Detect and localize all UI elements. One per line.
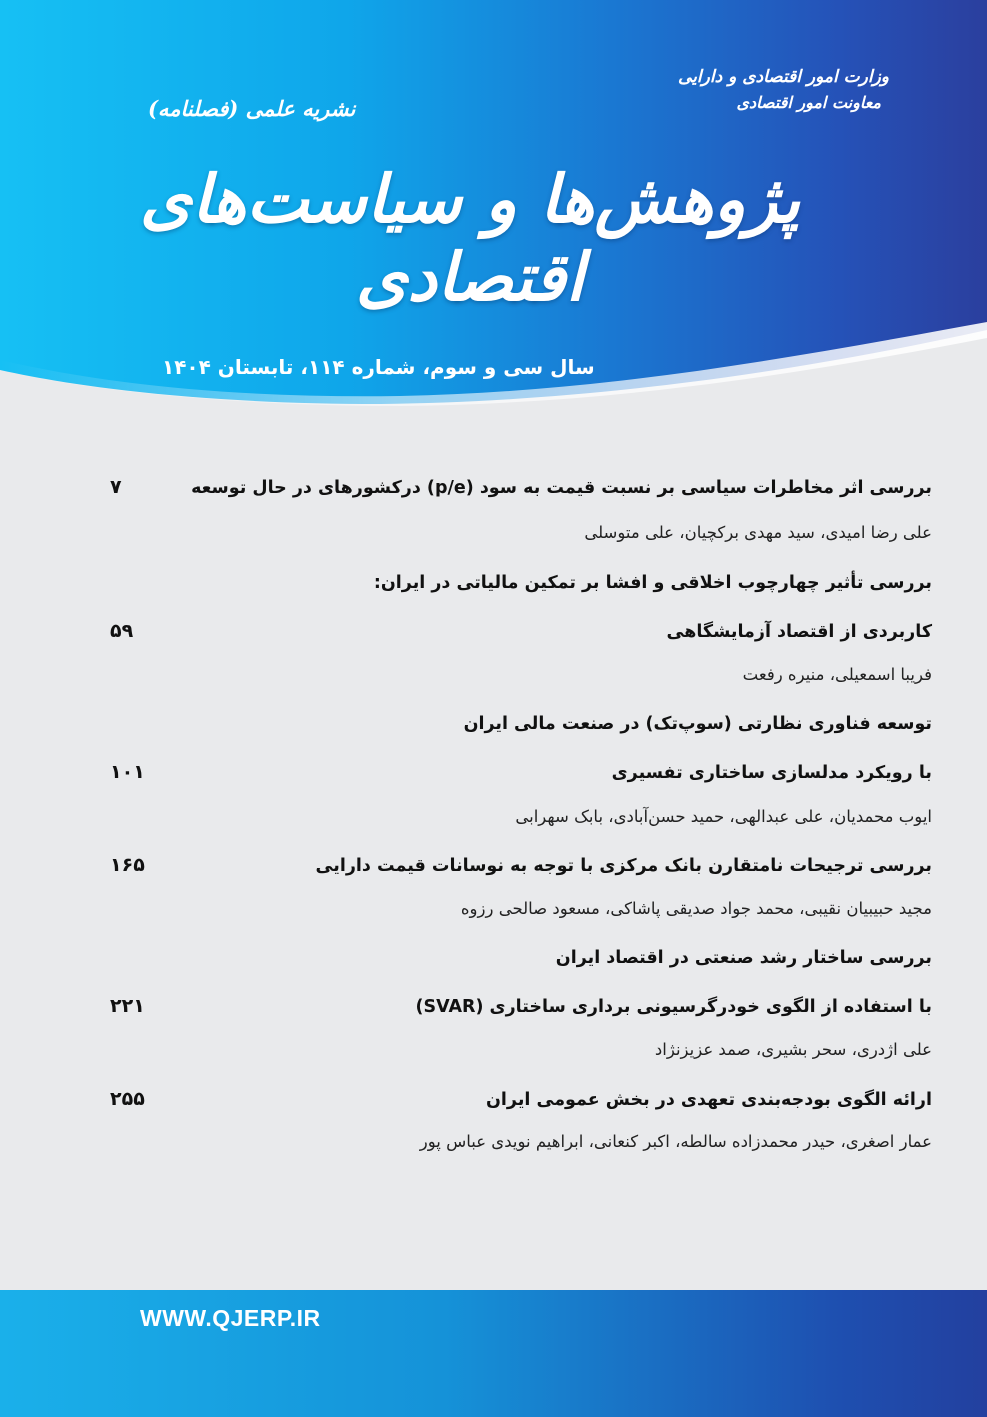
journal-website-link[interactable]: WWW.QJERP.IR	[140, 1305, 321, 1331]
article-page: ۱۰۱	[110, 761, 145, 783]
ministry-block	[678, 64, 889, 116]
issue-info: سال سی و سوم، شماره ۱۱۴، تابستان ۱۴۰۴	[162, 355, 595, 379]
article-authors: علی رضا امیدی، سید مهدی برکچیان، علی متوسلی	[584, 523, 932, 542]
cover-header	[0, 0, 987, 420]
article-page: ۱۶۵	[110, 854, 145, 876]
article-page: ۵۹	[110, 620, 134, 642]
article-title: کاربردی از اقتصاد آزمایشگاهی	[666, 622, 932, 642]
article-title: ارائه الگوی بودجه‌بندی تعهدی در بخش عمومی ایران	[486, 1090, 932, 1110]
article-authors: علی اژدری، سحر بشیری، صمد عزیزنژاد	[654, 1040, 932, 1059]
journal-kind: نشریه علمی (فصلنامه)	[148, 96, 356, 121]
article-title: توسعه فناوری نظارتی (سوپ‌تک) در صنعت مالی ایران	[463, 714, 932, 734]
article-title: بررسی ساختار رشد صنعتی در اقتصاد ایران	[555, 948, 932, 968]
article-authors: فریبا اسمعیلی، منیره رفعت	[742, 665, 932, 684]
ministry-name: وزارت امور اقتصادی و دارایی	[678, 67, 889, 87]
article-page: ۲۵۵	[110, 1088, 145, 1110]
article-page: ۷	[110, 476, 122, 498]
article-title: با استفاده از الگوی خودرگرسیونی برداری ساختاری (SVAR)	[415, 997, 932, 1017]
article-title: بررسی تأثیر چهارچوب اخلاقی و افشا بر تمکین مالیاتی در ایران:	[373, 573, 932, 593]
article-title: بررسی ترجیحات نامتقارن بانک مرکزی با توجه به نوسانات قیمت دارایی	[315, 856, 932, 876]
article-authors: مجید حبیبیان نقیبی، محمد جواد صدیقی پاشاکی، مسعود صالحی رزوه	[460, 899, 932, 918]
article-title: با رویکرد مدلسازی ساختاری تفسیری	[611, 763, 932, 783]
article-authors: عمار اصغری، حیدر محمدزاده سالطه، اکبر کنعانی، ابراهیم نویدی عباس پور	[419, 1132, 932, 1151]
ministry-deputy: معاونت امور اقتصادی	[736, 93, 881, 112]
article-page: ۲۲۱	[110, 995, 145, 1017]
article-title: بررسی اثر مخاطرات سیاسی بر نسبت قیمت به سود (p/e) درکشورهای در حال توسعه	[191, 478, 932, 498]
article-authors: ایوب محمدیان، علی عبدالهی، حمید حسن‌آبادی، بابک سهرابی	[515, 807, 932, 826]
journal-title: پژوهش‌ها و سیاست‌های اقتصادی	[139, 160, 801, 316]
